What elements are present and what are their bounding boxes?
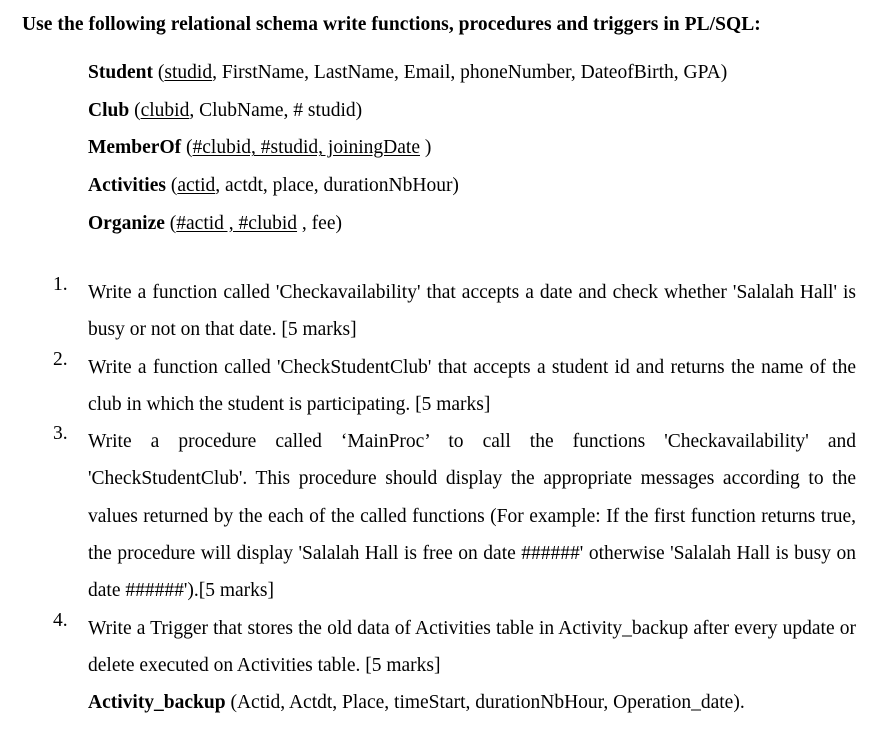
schema-activities: Activities (actid, actdt, place, durationNbHour) xyxy=(88,175,459,197)
task-text: Write a Trigger that stores the old data of Activities table in Activity_backup after every update or delete executed on Activities table. [5 marks] xyxy=(88,617,856,676)
relation-name: Student xyxy=(88,62,154,83)
schema-student: Student (studid, FirstName, LastName, Email, phoneNumber, DateofBirth, GPA) xyxy=(88,62,728,83)
primary-key: studid xyxy=(164,62,213,83)
task-number: 1. xyxy=(53,274,68,295)
page-heading: Use the following relational schema write functions, procedures and triggers in PL/SQL: xyxy=(22,14,761,35)
relation-name: Activity_backup xyxy=(88,692,226,714)
task-list xyxy=(0,274,886,722)
relational-schema xyxy=(88,54,727,242)
primary-key: #clubid, #studid, joiningDate xyxy=(192,137,420,159)
task-item xyxy=(0,274,856,349)
primary-key: actid xyxy=(177,175,216,197)
task-number: 4. xyxy=(53,609,68,631)
task-item xyxy=(0,610,856,685)
task-number: 3. xyxy=(53,423,68,445)
task-text: Write a function called 'Checkavailability' that accepts a date and check whether 'Salalah Hall' is busy or not on that date. [5 marks] xyxy=(88,282,856,341)
schema-club: Club (clubid, ClubName, # studid) xyxy=(88,99,363,121)
activity-backup-schema: Activity_backup (Actid, Actdt, Place, timeStart, durationNbHour, Operation_date). xyxy=(88,692,745,714)
relation-name: Club xyxy=(88,99,130,121)
relation-name: MemberOf xyxy=(88,137,182,159)
task-text: Write a procedure called ‘MainProc’ to call the functions 'Checkavailability' and 'CheckStudentClub'. This procedure should display the appropriate messages according to the values returned by the each of the called functions (For example: If the first function returns true, the procedure will display 'Salalah Hall is free on date ######' otherwise 'Salalah Hall is busy on date ######').[5 marks] xyxy=(88,431,856,602)
primary-key: #actid , #clubid xyxy=(176,212,298,234)
task-item xyxy=(0,423,856,609)
relation-name: Organize xyxy=(88,212,165,234)
relation-name: Activities xyxy=(88,175,166,197)
task-item xyxy=(0,349,856,424)
task-number: 2. xyxy=(53,348,68,370)
schema-organize: Organize (#actid , #clubid , fee) xyxy=(88,212,342,234)
primary-key: clubid xyxy=(140,99,190,121)
schema-memberof: MemberOf (#clubid, #studid, joiningDate ) xyxy=(88,137,432,159)
task-text: Write a function called 'CheckStudentClub' that accepts a student id and returns the name of the club in which the student is participating. [5 marks] xyxy=(88,356,856,415)
